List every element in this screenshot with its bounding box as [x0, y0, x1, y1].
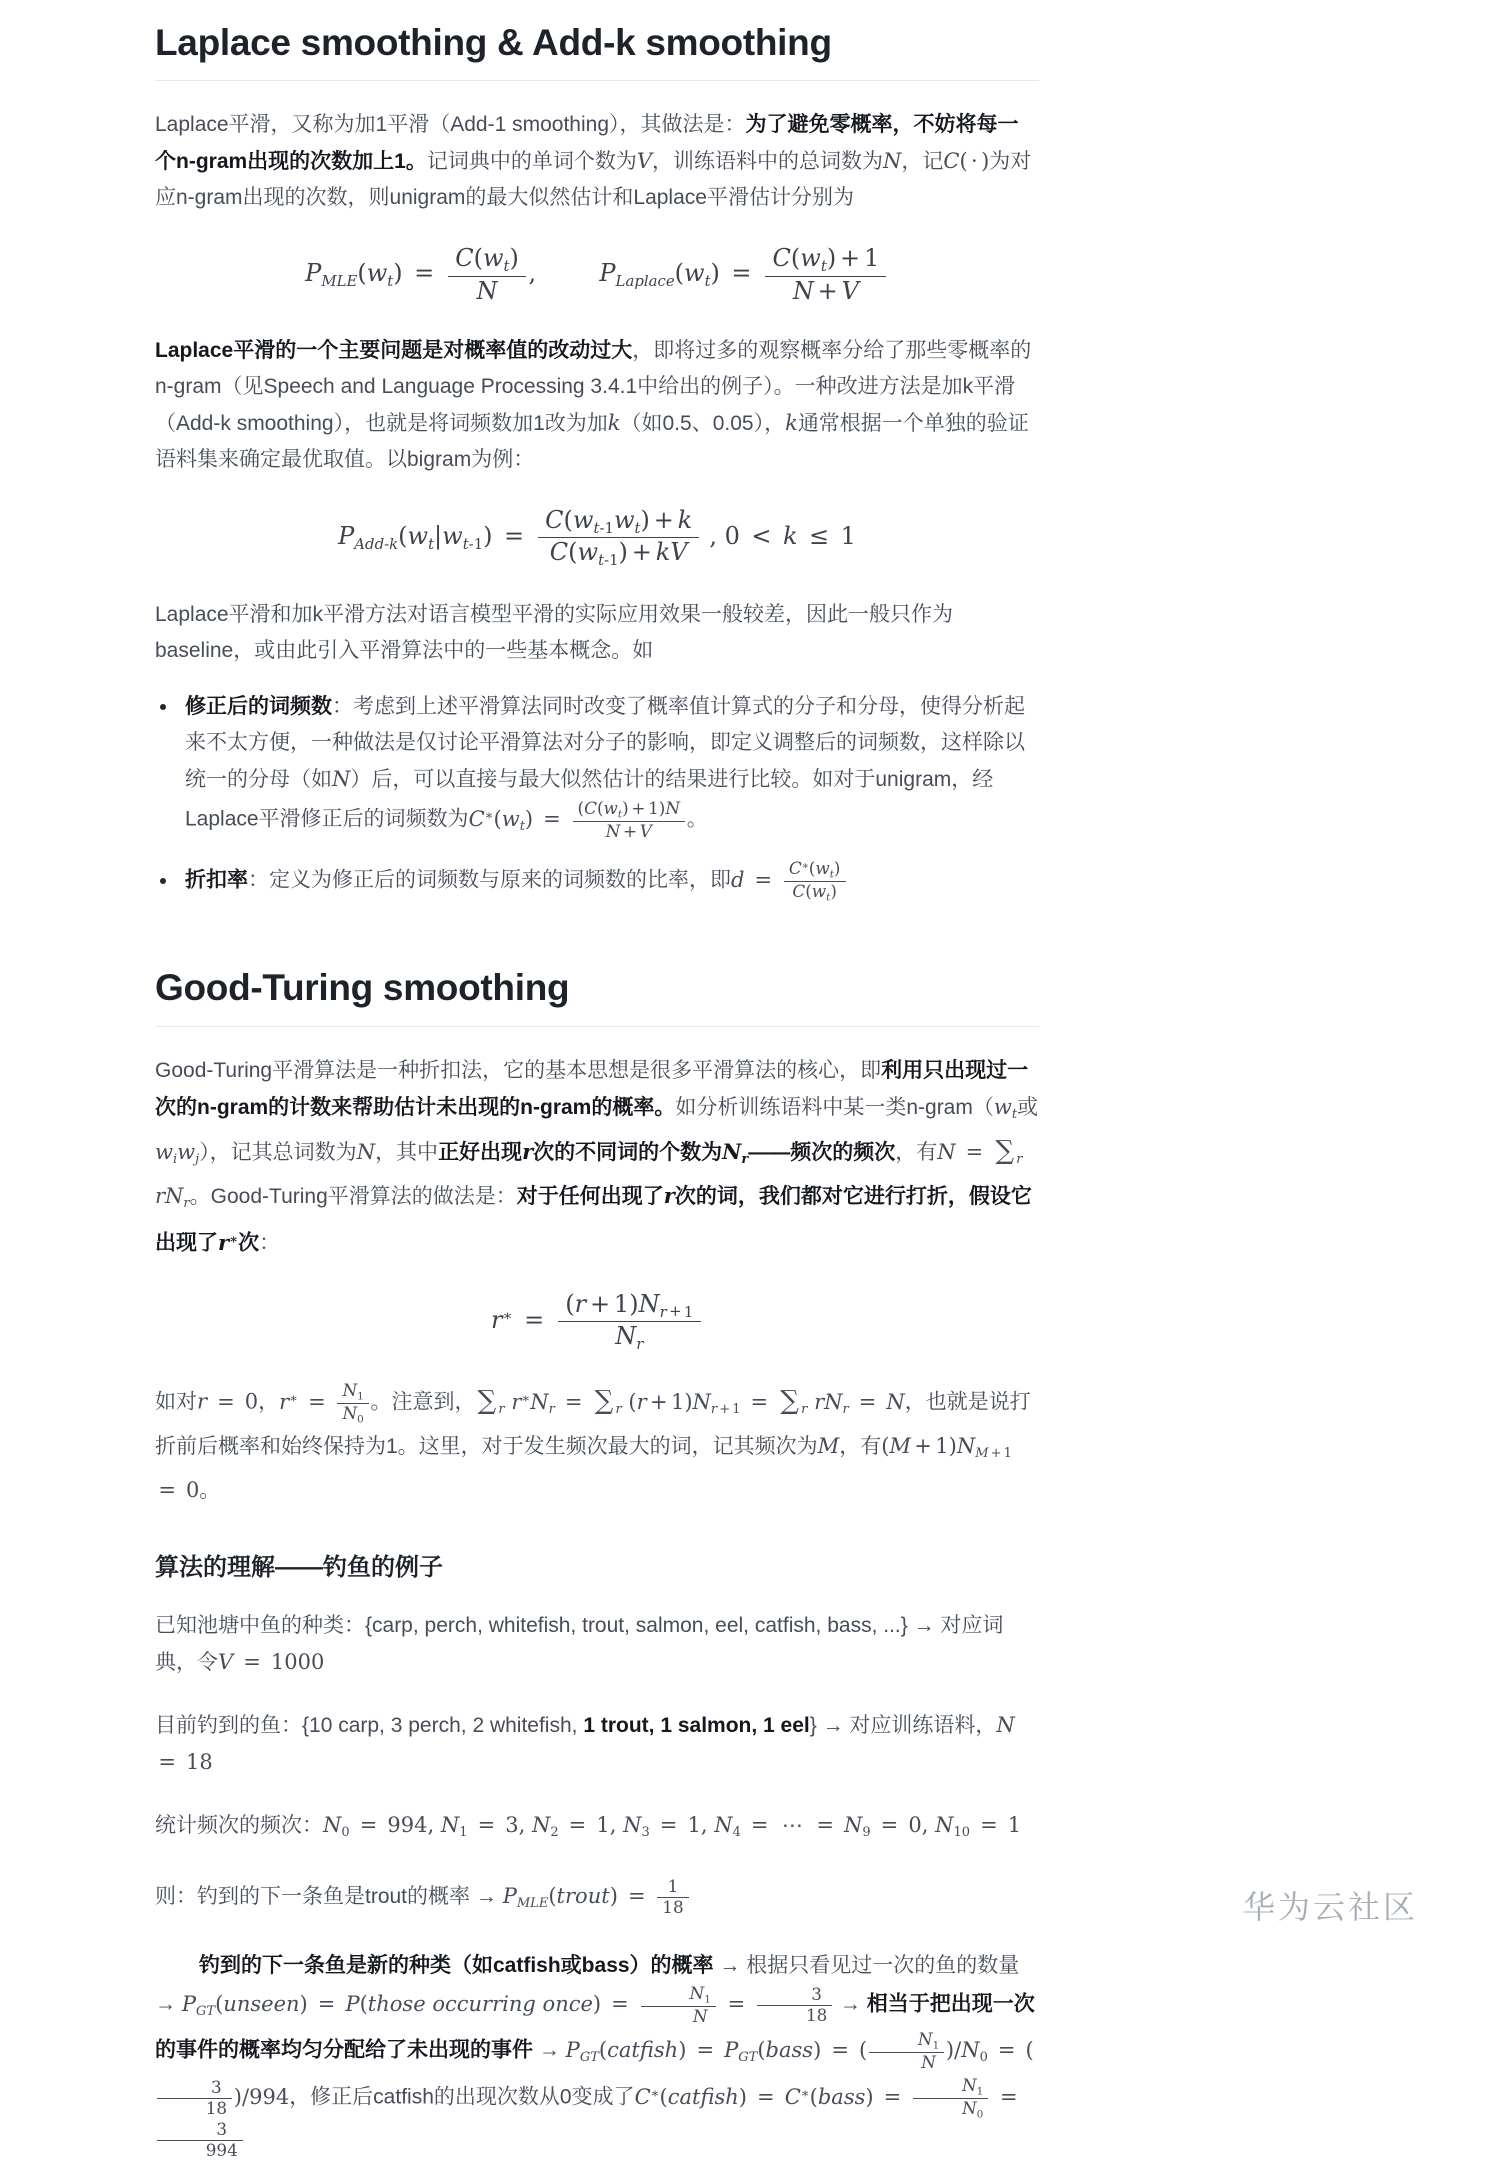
paragraph-laplace-intro: Laplace平滑，又称为加1平滑（Add-1 smoothing），其做法是：为了避免零概率，不妨将每一个n-gram出现的次数加上1。记词典中的单词个数为V，训练语料中的总词数为N，记C( · )为对应n-gram出现的次数，则unigram的最大似然估计和Laplace平滑估计分别为 [155, 113, 1032, 210]
concept-list [155, 689, 1039, 903]
article [155, 0, 1039, 2161]
formula-add-k: PAdd-k(wt|wt-1) = $\frac{C(wt-1wt) + k}{C(wt-1) + kV}$ , 0 < k ≤ 1 [338, 505, 856, 569]
formula-mle-laplace: PMLE(wt) = $\frac{C(wt)}{N}$ , PLaplace(wt) = $\frac{C(wt) + 1}{N + V}$ [155, 244, 1039, 305]
bullet-adjusted-count: • 修正后的词频数：考虑到上述平滑算法同时改变了概率值计算式的分子和分母，使得分析起来不太方便，一种做法是仅讨论平滑算法对分子的影响，即定义调整后的词频数，这样除以统一的分母（如N）后，可以直接与最大似然估计的结果进行比较。如对于unigram，经Laplace平滑修正后的词频数为C∗(wt) = $\frac{(C(wt) + 1)N}{N + V}$ 。 [179, 689, 1039, 845]
bullet-discount-rate: • 折扣率：定义为修正后的词频数与原来的词频数的比率，即d = $\frac{C^∗(wt)}{C(wt)}$ [179, 859, 1039, 903]
paragraph-r-star-note: 如对r = 0，r∗ = $\frac{N1}{N0}$ 。注意到，∑ r r∗Nr = ∑ r (r + 1)Nr + 1 = ∑ r rNr = N，也就是说打折前后概率和始终保持为1。这里，对于发生频次最大的词，记其频次为M，有(M + 1)NM + 1 = 0。 [155, 1380, 1031, 1503]
subheading-fishing-example: 算法的理解——钓鱼的例子 [155, 1554, 443, 1582]
paragraph-fish-caught: 目前钓到的鱼：{10 carp, 3 perch, 2 whitefish, 1 trout, 1 salmon, 1 eel} → 对应训练语料，N = 18 [155, 1713, 1015, 1775]
paragraph-good-turing-intro: Good-Turing平滑算法是一种折扣法，它的基本思想是很多平滑算法的核心，即利用只出现过一次的n-gram的计数来帮助估计未出现的n-gram的概率。如分析训练语料中某一类n-gram（wt或wiwj），记其总词数为N，其中正好出现r次的不同词的个数为Nr——频次的频次，有N = ∑ r rNr。Good-Turing平滑算法的做法是：对于任何出现了r次的词，我们都对它进行打折，假设它出现了r∗次： [155, 1058, 1039, 1255]
paragraph-trout-probability: 则：钓到的下一条鱼是trout的概率 → PMLE(trout) = $\frac{1}{18}$ [155, 1877, 1039, 1922]
paragraph-frequency-counts: 统计频次的频次：N0 = 994, N1 = 3, N2 = 1, N3 = 1, N4 = ⋯ = N9 = 0, N10 = 1 [155, 1813, 1022, 1841]
paragraph-baseline-note: Laplace平滑和加k平滑方法对语言模型平滑的实际应用效果一般较差，因此一般只作为baseline，或由此引入平滑算法中的一些基本概念。如 [155, 603, 954, 663]
formula-good-turing: r∗ = $\frac{(r + 1)Nr + 1}{Nr}$ [155, 1290, 1039, 1354]
paragraph-laplace-problem: Laplace平滑的一个主要问题是对概率值的改动过大，即将过多的观察概率分给了那些零概率的n-gram（见Speech and Language Processing 3.4.1中给出的例子）。一种改进方法是加k平滑（Add-k smoothing），也就是将词频数加1改为加k（如0.5、0.05），k通常根据一个单独的验证语料集来确定最优取值。以bigram为例： [155, 338, 1032, 471]
watermark: 华为云社区 [1243, 1889, 1419, 1925]
paragraph-new-species-probability: 钓到的下一条鱼是新的种类（如catfish或bass）的概率 → 根据只看见过一次的鱼的数量 → PGT(unseen) = P(those occurring once) = $\frac{N1}{N}$ = $\frac{3}{18}$ → 相当于把出现一次的事件的概率均匀分配给了未出现的事件 → PGT(catfsh) = PGT(bass) = ( $\frac{N1}{N}$ )/N0 = ( $\frac{3}{18}$ )/994，修正后catfish的出现次数从0变成了C∗(catfsh) = C∗(bass) = $\frac{N1}{N0}$ = $\frac{3}{994}$ [155, 1954, 1035, 2161]
paragraph-fish-types: 已知池塘中鱼的种类：{carp, perch, whitefish, trout, salmon, eel, catfish, bass, ...} → 对应词典，令V = 1000 [155, 1614, 1004, 1675]
heading-good-turing: Good-Turing smoothing [155, 965, 1039, 1026]
heading-laplace-smoothing: Laplace smoothing & Add-k smoothing [155, 20, 1039, 81]
